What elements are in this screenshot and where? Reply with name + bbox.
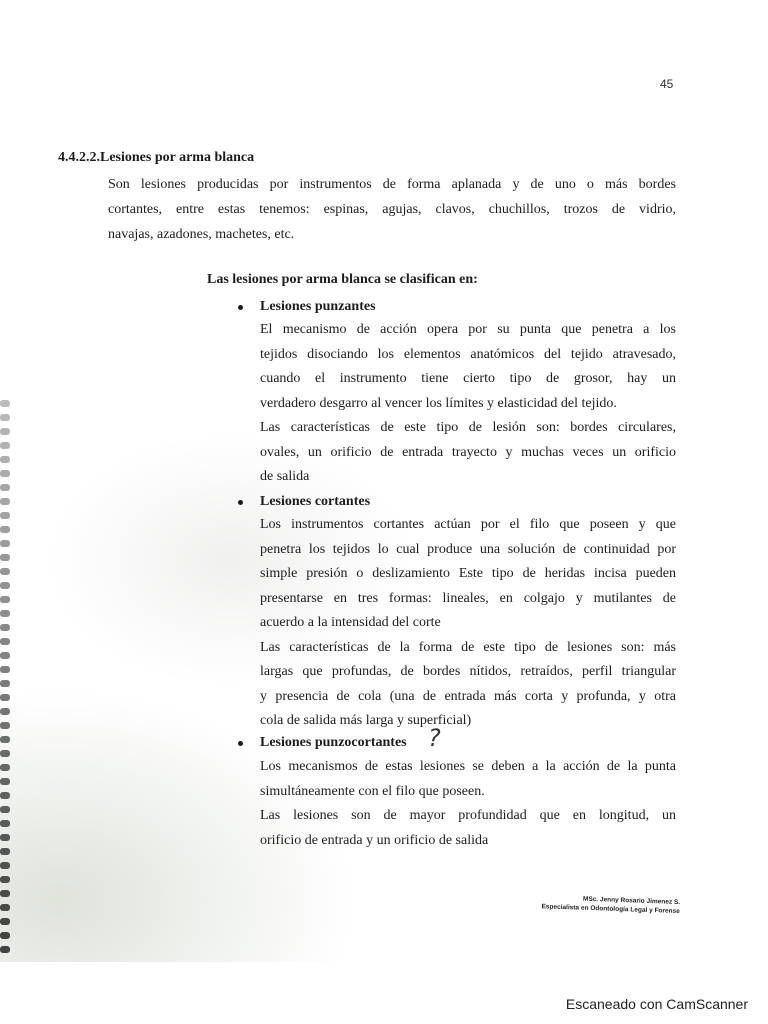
- spiral-ring: [0, 652, 10, 659]
- text-line: de salida: [260, 469, 310, 484]
- spiral-ring: [0, 512, 10, 519]
- text-line: acuerdo a la intensidad del corte: [260, 615, 441, 630]
- handwritten-question-mark: ?: [428, 724, 441, 752]
- spiral-ring: [0, 890, 10, 897]
- spiral-ring: [0, 484, 10, 491]
- spiral-ring: [0, 526, 10, 533]
- spiral-ring: [0, 624, 10, 631]
- spiral-ring: [0, 498, 10, 505]
- bullet-dot-icon: [238, 741, 243, 746]
- text-line: largas que profundas, de bordes nítidos, retraídos, perfil triangular: [260, 664, 676, 679]
- spiral-ring: [0, 946, 10, 953]
- text-line: cola de salida más larga y superficial): [260, 713, 472, 728]
- spiral-ring: [0, 400, 10, 407]
- spiral-ring: [0, 540, 10, 547]
- spiral-ring: [0, 834, 10, 841]
- text-line: presentarse en tres formas: lineales, en colgajo y mutilantes de: [260, 590, 676, 606]
- spiral-ring: [0, 554, 10, 561]
- spiral-ring: [0, 778, 10, 785]
- spiral-ring: [0, 918, 10, 925]
- text-line: Los instrumentos cortantes actúan por el filo que poseen y que: [260, 517, 676, 532]
- spiral-ring: [0, 638, 10, 645]
- signature-title: Especialista en Odontología Legal y Forense: [541, 903, 680, 916]
- scanner-footer: [0, 962, 768, 1024]
- text-line: simultáneamente con el filo que poseen.: [260, 783, 485, 799]
- spiral-ring: [0, 876, 10, 883]
- intro-paragraph: [108, 172, 676, 247]
- spiral-ring: [0, 442, 10, 449]
- text-line: Las características de la forma de este tipo de lesiones son: más: [260, 639, 676, 655]
- spiral-ring: [0, 862, 10, 869]
- spiral-binding: [0, 400, 16, 960]
- paragraph-punzantes: [260, 318, 676, 490]
- spiral-ring: [0, 750, 10, 757]
- text-line: y presencia de cola (una de entrada más corta y profunda, y otra: [260, 688, 676, 704]
- spiral-ring: [0, 414, 10, 421]
- text-line: simple presión o deslizamiento Este tipo de heridas incisa pueden: [260, 566, 676, 581]
- author-signature: [505, 892, 681, 916]
- spiral-ring: [0, 736, 10, 743]
- signature-name: MSc. Jenny Rosario Jimenez S.: [582, 895, 681, 907]
- spiral-ring: [0, 456, 10, 463]
- spiral-ring: [0, 596, 10, 603]
- text-line: Las características de este tipo de lesión son: bordes circulares,: [260, 420, 676, 435]
- text-line: cuando el instrumento tiene cierto tipo de grosor, hay un: [260, 371, 676, 386]
- text-line: Las lesiones son de mayor profundidad que en longitud, un: [260, 808, 676, 823]
- bullet-dot-icon: [238, 305, 243, 310]
- classification-heading: Las lesiones por arma blanca se clasifican en:: [207, 272, 478, 287]
- spiral-ring: [0, 848, 10, 855]
- text-line: Los mecanismos de estas lesiones se deben a la acción de la punta: [260, 759, 676, 774]
- intro-line: cortantes, entre estas tenemos: espinas, agujas, clavos, chuchillos, trozos de vidrio,: [108, 202, 676, 217]
- page-number: 45: [660, 77, 674, 91]
- spiral-ring: [0, 904, 10, 911]
- spiral-ring: [0, 820, 10, 827]
- spiral-ring: [0, 470, 10, 477]
- bullet-label: Lesiones cortantes: [260, 494, 371, 509]
- text-line: tejidos disociando los elementos anatómicos del tejido atravesado,: [260, 346, 676, 362]
- text-line: penetra los tejidos lo cual produce una solución de continuidad por: [260, 541, 676, 557]
- spiral-ring: [0, 694, 10, 701]
- section-title: 4.4.2.2.Lesiones por arma blanca: [58, 150, 255, 165]
- spiral-ring: [0, 806, 10, 813]
- bullet-label: Lesiones punzocortantes: [260, 735, 407, 750]
- text-line: ovales, un orificio de entrada trayecto y muchas veces un orificio: [260, 444, 676, 460]
- bullet-dot-icon: [238, 500, 243, 505]
- paragraph-punzocortantes: [260, 755, 676, 853]
- spiral-ring: [0, 680, 10, 687]
- spiral-ring: [0, 610, 10, 617]
- spiral-ring: [0, 666, 10, 673]
- text-line: verdadero desgarro al vencer los límites y elasticidad del tejido.: [260, 395, 617, 411]
- spiral-ring: [0, 764, 10, 771]
- bullet-label: Lesiones punzantes: [260, 299, 376, 314]
- paragraph-cortantes: [260, 513, 676, 734]
- intro-line: navajas, azadones, machetes, etc.: [108, 227, 295, 242]
- spiral-ring: [0, 792, 10, 799]
- spiral-ring: [0, 568, 10, 575]
- intro-line: Son lesiones producidas por instrumentos de forma aplanada y de uno o más bordes: [108, 177, 676, 192]
- text-line: El mecanismo de acción opera por su punta que penetra a los: [260, 322, 676, 337]
- text-line: orificio de entrada y un orificio de salida: [260, 832, 489, 848]
- spiral-ring: [0, 708, 10, 715]
- spiral-ring: [0, 932, 10, 939]
- spiral-ring: [0, 722, 10, 729]
- camscanner-watermark: Escaneado con CamScanner: [565, 996, 748, 1012]
- spiral-ring: [0, 582, 10, 589]
- spiral-ring: [0, 428, 10, 435]
